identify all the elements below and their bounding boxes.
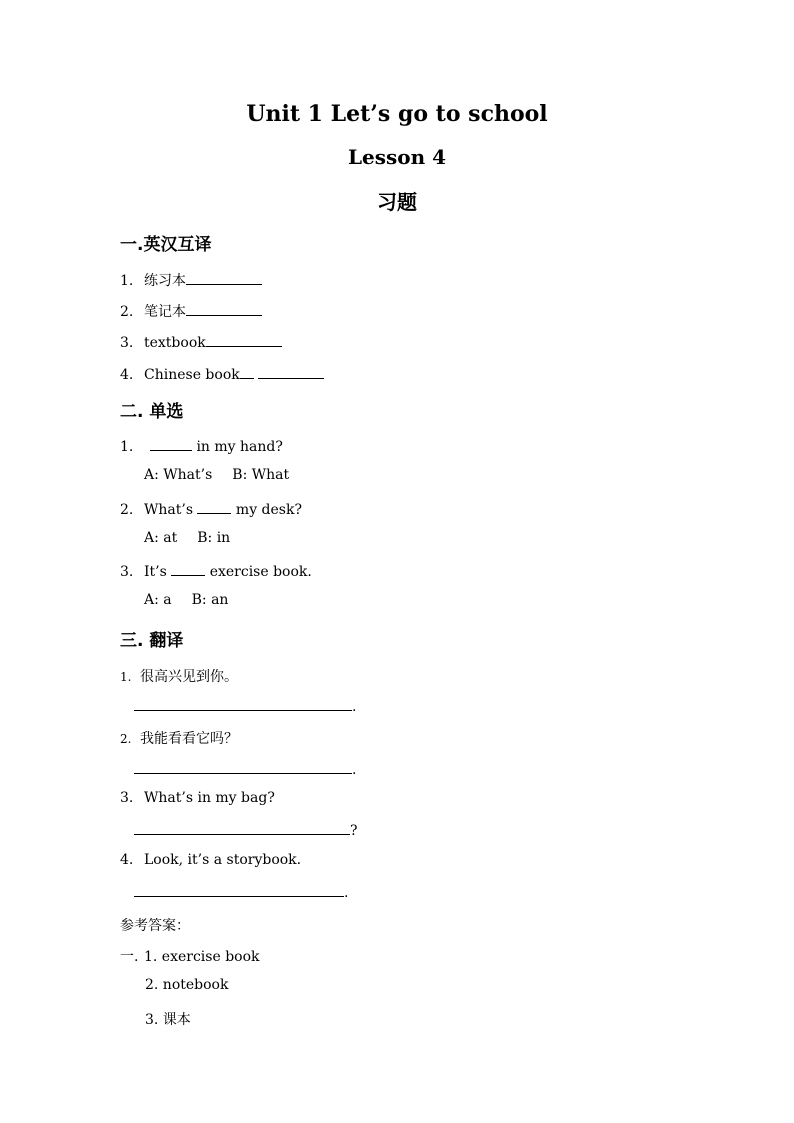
answer-key-row-1: [120, 946, 260, 966]
part1-item-4: [120, 364, 324, 383]
option-a[interactable]: A: What’s: [144, 467, 213, 483]
line-end-punct: .: [352, 699, 357, 715]
answer-blank[interactable]: [186, 270, 262, 285]
answer-item: 1. exercise book: [144, 949, 260, 965]
question-text: in my hand?: [192, 439, 283, 455]
part1-item-3: [120, 332, 282, 351]
item-text: Chinese book: [144, 367, 240, 383]
option-b[interactable]: B: What: [232, 467, 290, 483]
item-text: What’s in my bag?: [144, 790, 275, 806]
item-text: textbook: [144, 335, 206, 351]
item-number: 2.: [120, 502, 134, 518]
question-text: It’s: [144, 564, 172, 580]
item-text: 很高兴见到你。: [140, 669, 238, 685]
answer-blank[interactable]: [186, 301, 262, 316]
answer-blank[interactable]: [240, 364, 254, 379]
answer-section-prefix: 一.: [120, 949, 139, 965]
answer-blank[interactable]: [134, 882, 344, 897]
part3-answer-line-1: [134, 696, 356, 715]
item-number: 3.: [120, 564, 134, 580]
unit-title: Unit 1 Let’s go to school: [246, 101, 548, 127]
part3-item-1: [120, 666, 238, 686]
part2-question-1: [120, 436, 283, 455]
item-number: 3.: [120, 790, 134, 806]
line-end-punct: ?: [350, 823, 358, 839]
item-number: 4.: [120, 367, 134, 383]
lesson-title: Lesson 4: [347, 145, 447, 169]
item-text: 我能看看它吗？: [140, 731, 238, 747]
part1-item-1: [120, 270, 262, 290]
answer-blank[interactable]: [171, 561, 205, 576]
line-end-punct: .: [344, 885, 349, 901]
part3-item-4: [120, 852, 301, 868]
section-title-translate-words: 一.英汉互译: [120, 235, 212, 255]
question-text: What’s: [144, 502, 198, 518]
question-text: exercise book.: [205, 564, 312, 580]
item-number: 2.: [120, 304, 134, 320]
section-title-single-choice: 二. 单选: [120, 402, 184, 422]
item-number: 4.: [120, 852, 134, 868]
part3-answer-line-2: [134, 759, 356, 778]
item-number: 2.: [120, 732, 132, 746]
item-number: 1.: [120, 273, 134, 289]
part2-question-3: [120, 561, 312, 580]
option-a[interactable]: A: a: [144, 592, 172, 608]
part2-question-2: [120, 499, 302, 518]
answer-blank[interactable]: [134, 759, 352, 774]
answer-blank[interactable]: [134, 696, 352, 711]
item-text: Look, it’s a storybook.: [144, 852, 302, 868]
item-text: 练习本: [144, 273, 186, 289]
answer-blank[interactable]: [258, 364, 324, 379]
item-number: 3.: [120, 335, 134, 351]
item-number: 1.: [120, 439, 134, 455]
answer-blank[interactable]: [206, 332, 282, 347]
answer-blank[interactable]: [150, 436, 192, 451]
item-number: 1.: [120, 670, 132, 684]
part1-item-2: [120, 301, 262, 321]
item-text: 笔记本: [144, 304, 186, 320]
section-title-translate-sentences: 三. 翻译: [120, 631, 184, 651]
answer-key-row-3: 3. 课本: [145, 1012, 191, 1028]
part2-options-1: [144, 467, 289, 483]
part2-options-2: [144, 530, 230, 546]
exercise-subtitle: 习题: [377, 190, 417, 214]
answer-key-title: 参考答案：: [120, 918, 190, 934]
part3-item-3: [120, 790, 275, 806]
answer-blank[interactable]: [134, 820, 350, 835]
answer-key-row-2: 2. notebook: [145, 977, 229, 993]
line-end-punct: .: [352, 762, 357, 778]
option-b[interactable]: B: in: [197, 530, 231, 546]
option-a[interactable]: A: at: [144, 530, 178, 546]
part3-item-2: [120, 728, 238, 748]
part3-answer-line-3: [134, 820, 358, 839]
answer-blank[interactable]: [197, 499, 231, 514]
question-text: my desk?: [231, 502, 302, 518]
part2-options-3: [144, 592, 228, 608]
option-b[interactable]: B: an: [191, 592, 229, 608]
part3-answer-line-4: [134, 882, 348, 901]
